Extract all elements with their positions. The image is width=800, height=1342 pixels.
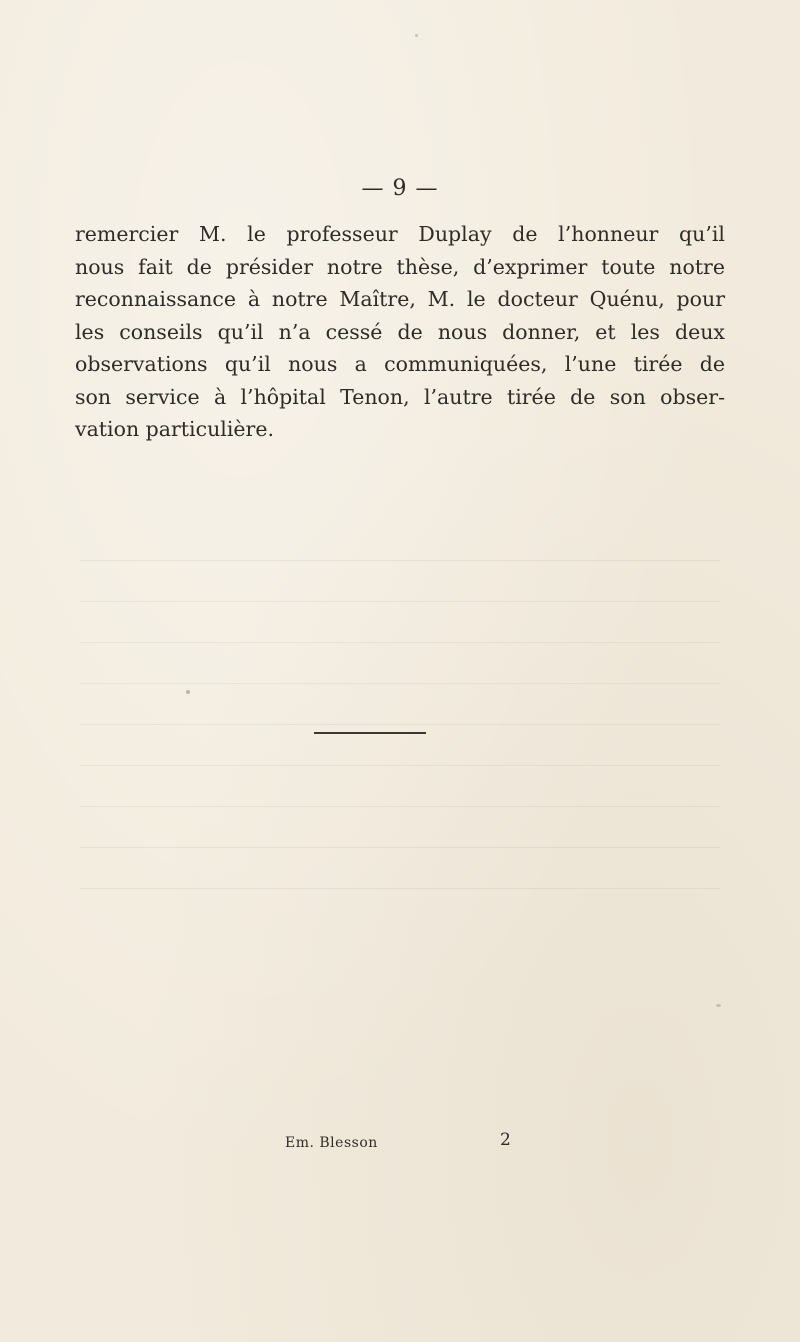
paragraph-line: reconnaissance à notre Maître, M. le docteur Quénu, pour (75, 287, 725, 311)
paragraph-line: les conseils qu’il n’a cessé de nous donner, et les deux (75, 319, 725, 344)
show-through-lines (0, 520, 800, 900)
section-divider (314, 732, 426, 734)
paragraph-line: nous fait de présider notre thèse, d’exprimer toute notre (75, 254, 725, 279)
paper-speck (186, 690, 190, 694)
paragraph-line: son service à l’hôpital Tenon, l’autre tirée de son obser- (75, 384, 725, 409)
paragraph-line: observations qu’il nous a communiquées, l’une tirée de (75, 352, 725, 376)
paragraph-line: vation particulière. (75, 417, 274, 441)
paragraph-line: remercier M. le professeur Duplay de l’honneur qu’il (75, 222, 725, 246)
page-number: — 9 — (361, 176, 439, 201)
paper-speck (716, 1004, 721, 1007)
paper-speck (415, 34, 418, 37)
body-paragraph (75, 218, 725, 446)
signature-mark: 2 (500, 1130, 511, 1150)
printer-signature: Em. Blesson (285, 1135, 378, 1151)
